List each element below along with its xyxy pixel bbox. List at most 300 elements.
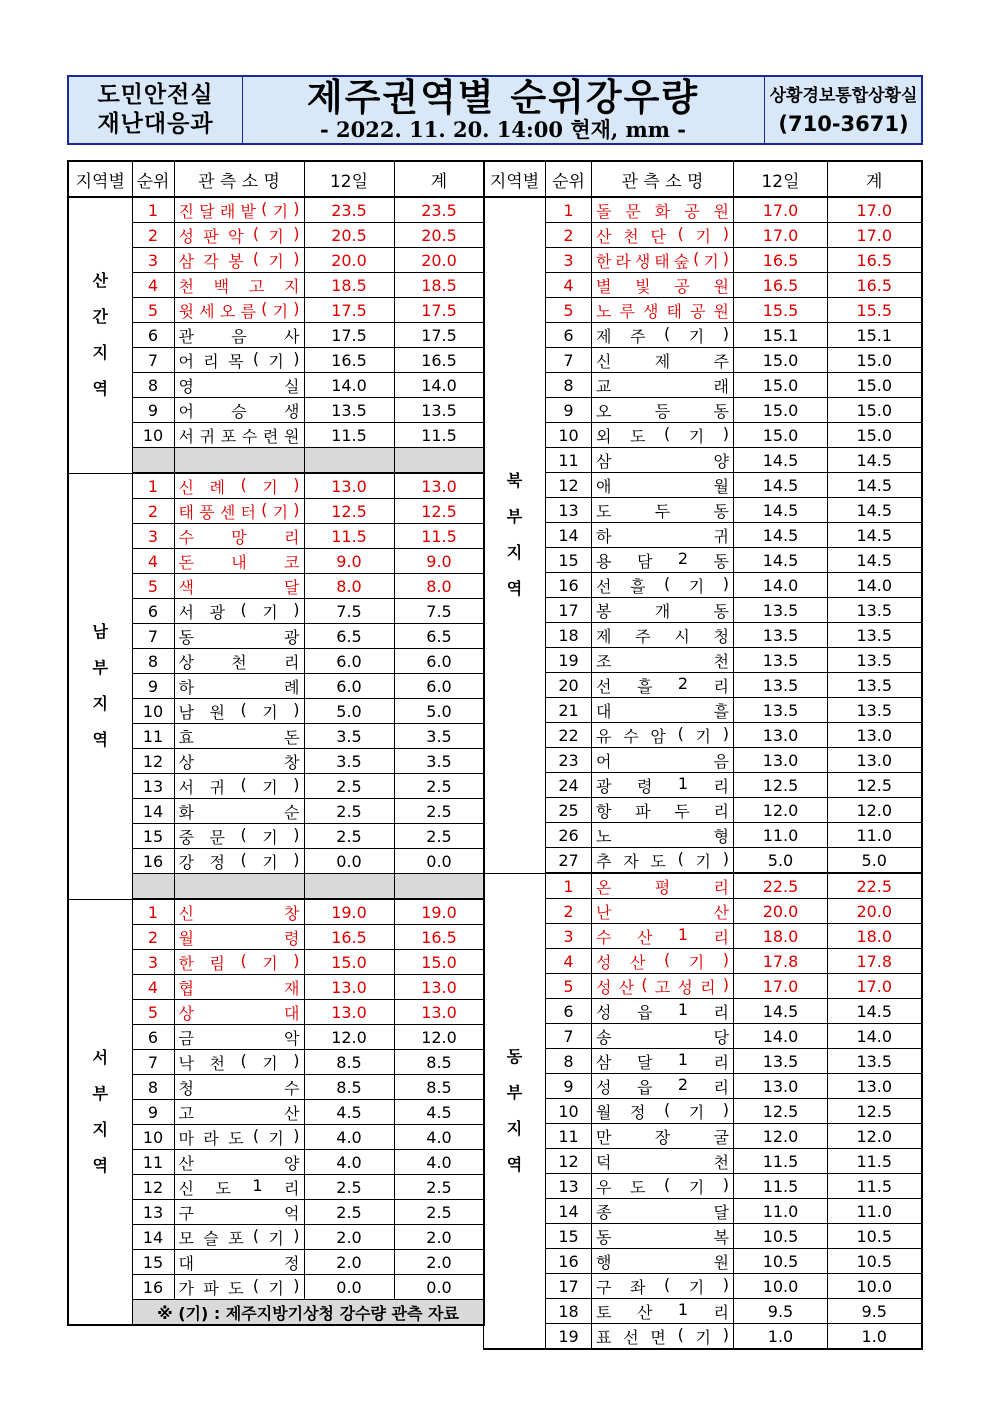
total-rainfall: 15.0 xyxy=(828,398,922,423)
station-name xyxy=(592,1299,734,1324)
station-name-chars: 노 형 xyxy=(596,826,729,846)
station-name xyxy=(592,648,734,673)
daily-rainfall: 13.5 xyxy=(734,598,828,623)
table-row xyxy=(484,598,922,623)
table-row xyxy=(484,248,922,273)
station-name xyxy=(592,999,734,1024)
region-char: 간 xyxy=(92,307,108,327)
column-header: 순위 xyxy=(132,161,174,197)
rank-cell: 5 xyxy=(546,974,592,999)
station-name xyxy=(592,298,734,323)
region-label xyxy=(484,197,546,873)
station-name xyxy=(592,498,734,523)
table-row xyxy=(484,1124,922,1149)
total-rainfall: 13.5 xyxy=(828,698,922,723)
header-row xyxy=(484,161,922,197)
station-name-chars: 성 산 ( 기 ) xyxy=(596,949,729,972)
rank-cell: 9 xyxy=(132,1100,174,1125)
station-name-chars: 난 산 xyxy=(596,902,729,922)
rank-cell: 8 xyxy=(546,373,592,398)
total-rainfall: 9.0 xyxy=(394,549,484,574)
rank-cell: 8 xyxy=(546,1049,592,1074)
table-row xyxy=(484,698,922,723)
station-name xyxy=(174,549,304,574)
rank-cell: 1 xyxy=(546,197,592,223)
station-name xyxy=(174,499,304,524)
daily-rainfall: 13.0 xyxy=(734,1074,828,1099)
station-name xyxy=(592,673,734,698)
rank-cell: 16 xyxy=(132,1275,174,1300)
table-row xyxy=(484,298,922,323)
total-rainfall: 11.5 xyxy=(828,1174,922,1199)
total-rainfall: 13.0 xyxy=(394,473,484,499)
rank-cell: 18 xyxy=(546,1299,592,1324)
table-row xyxy=(484,748,922,773)
rank-cell: 15 xyxy=(546,548,592,573)
total-rainfall: 14.0 xyxy=(828,1024,922,1049)
station-name-chars: 서 귀 포 수 련 원 xyxy=(178,426,300,446)
total-rainfall: 9.5 xyxy=(828,1299,922,1324)
station-name xyxy=(592,748,734,773)
station-name-chars: 도 두 동 xyxy=(596,501,729,521)
rank-cell: 9 xyxy=(132,398,174,423)
table-row xyxy=(484,899,922,924)
rank-cell: 11 xyxy=(546,1124,592,1149)
region-char: 지 xyxy=(92,343,108,363)
station-name xyxy=(174,749,304,774)
rank-cell: 21 xyxy=(546,698,592,723)
daily-rainfall: 14.0 xyxy=(304,373,394,398)
total-rainfall: 5.0 xyxy=(828,848,922,874)
total-rainfall: 2.0 xyxy=(394,1225,484,1250)
daily-rainfall: 2.5 xyxy=(304,824,394,849)
station-name xyxy=(174,298,304,323)
station-name-chars: 어 승 생 xyxy=(178,401,300,421)
total-rainfall: 10.5 xyxy=(828,1224,922,1249)
total-rainfall: 11.5 xyxy=(394,524,484,549)
total-rainfall: 22.5 xyxy=(828,873,922,899)
column-header: 12일 xyxy=(734,161,828,197)
daily-rainfall: 4.0 xyxy=(304,1150,394,1175)
station-name-chars: 조 천 xyxy=(596,651,729,671)
total-rainfall: 4.0 xyxy=(394,1150,484,1175)
station-name xyxy=(174,248,304,273)
table-row xyxy=(484,1049,922,1074)
rank-cell: 5 xyxy=(132,574,174,599)
daily-rainfall: 2.5 xyxy=(304,774,394,799)
rank-cell: 19 xyxy=(546,1324,592,1350)
total-rainfall: 8.5 xyxy=(394,1075,484,1100)
table-row xyxy=(484,1074,922,1099)
station-name-chars: 오 등 동 xyxy=(596,401,729,421)
total-rainfall: 11.0 xyxy=(828,823,922,848)
daily-rainfall: 13.0 xyxy=(304,975,394,1000)
station-name xyxy=(174,1025,304,1050)
station-name xyxy=(592,1149,734,1174)
table-row xyxy=(484,473,922,498)
region-char: 지 xyxy=(92,694,108,713)
station-name-chars: 상 대 xyxy=(178,1003,300,1023)
rank-cell: 13 xyxy=(132,774,174,799)
rank-cell: 10 xyxy=(132,423,174,448)
station-name xyxy=(592,723,734,748)
region-char: 역 xyxy=(506,1154,523,1174)
station-name xyxy=(592,1324,734,1350)
station-name-chars: 돈 내 코 xyxy=(178,552,300,572)
total-rainfall: 17.0 xyxy=(828,223,922,248)
rank-cell: 16 xyxy=(546,1249,592,1274)
station-name-chars: 성 읍 2 리 xyxy=(596,1074,729,1097)
station-name-chars: 월 령 xyxy=(178,928,300,948)
rank-cell: 27 xyxy=(546,848,592,874)
rank-cell: 7 xyxy=(132,348,174,373)
station-name xyxy=(174,273,304,298)
daily-rainfall: 17.0 xyxy=(734,223,828,248)
station-name-chars: 추 자 도 ( 기 ) xyxy=(596,848,729,871)
blank-cell xyxy=(394,874,484,900)
station-name xyxy=(592,548,734,573)
total-rainfall: 2.5 xyxy=(394,1175,484,1200)
station-name xyxy=(174,1250,304,1275)
station-name xyxy=(174,197,304,223)
daily-rainfall: 16.5 xyxy=(734,248,828,273)
station-name xyxy=(592,1174,734,1199)
table-row xyxy=(484,1249,922,1274)
rank-cell: 4 xyxy=(132,273,174,298)
daily-rainfall: 2.5 xyxy=(304,1200,394,1225)
rank-cell: 4 xyxy=(132,549,174,574)
column-header: 계 xyxy=(394,161,484,197)
total-rainfall: 2.5 xyxy=(394,774,484,799)
station-name-chars: 진 달 래 밭 ( 기 ) xyxy=(178,198,300,221)
table-row xyxy=(484,723,922,748)
region-char: 서 xyxy=(92,1047,108,1067)
rank-cell: 12 xyxy=(546,1149,592,1174)
station-name-chars: 효 돈 xyxy=(178,727,300,747)
station-name xyxy=(592,473,734,498)
daily-rainfall: 16.5 xyxy=(304,348,394,373)
rank-cell: 6 xyxy=(132,1025,174,1050)
station-name-chars: 표 선 면 ( 기 ) xyxy=(596,1324,729,1347)
table-row xyxy=(484,197,922,223)
station-name-chars: 선 흘 2 리 xyxy=(596,673,729,696)
station-name xyxy=(592,1024,734,1049)
station-name xyxy=(592,1224,734,1249)
total-rainfall: 14.0 xyxy=(828,573,922,598)
table-row xyxy=(484,798,922,823)
total-rainfall: 0.0 xyxy=(394,1275,484,1300)
station-name-chars: 성 읍 1 리 xyxy=(596,999,729,1022)
daily-rainfall: 12.5 xyxy=(734,1099,828,1124)
total-rainfall: 13.0 xyxy=(828,748,922,773)
station-name-chars: 낙 천 ( 기 ) xyxy=(178,1050,300,1073)
table-row xyxy=(484,924,922,949)
daily-rainfall: 14.5 xyxy=(734,498,828,523)
total-rainfall: 14.5 xyxy=(828,999,922,1024)
total-rainfall: 13.5 xyxy=(394,398,484,423)
table-row xyxy=(484,623,922,648)
table-row xyxy=(68,899,484,925)
table-row xyxy=(484,1299,922,1324)
station-name-chars: 한 림 ( 기 ) xyxy=(178,950,300,973)
daily-rainfall: 5.0 xyxy=(734,848,828,874)
daily-rainfall: 4.0 xyxy=(304,1125,394,1150)
station-name-chars: 선 흘 ( 기 ) xyxy=(596,573,729,596)
total-rainfall: 16.5 xyxy=(394,348,484,373)
daily-rainfall: 15.0 xyxy=(734,373,828,398)
station-name-chars: 수 망 리 xyxy=(178,527,300,547)
daily-rainfall: 18.5 xyxy=(304,273,394,298)
daily-rainfall: 20.5 xyxy=(304,223,394,248)
table-row xyxy=(484,1149,922,1174)
report-subtitle: - 2022. 11. 20. 14:00 현재, mm - xyxy=(320,117,686,142)
daily-rainfall: 12.0 xyxy=(734,798,828,823)
total-rainfall: 14.5 xyxy=(828,473,922,498)
total-rainfall: 14.5 xyxy=(828,523,922,548)
station-name-chars: 금 악 xyxy=(178,1028,300,1048)
station-name-chars: 온 평 리 xyxy=(596,877,729,897)
station-name xyxy=(174,975,304,1000)
station-name xyxy=(174,524,304,549)
station-name xyxy=(592,798,734,823)
daily-rainfall: 15.0 xyxy=(734,348,828,373)
station-name xyxy=(174,1225,304,1250)
rank-cell: 11 xyxy=(132,724,174,749)
total-rainfall: 17.0 xyxy=(828,974,922,999)
total-rainfall: 14.5 xyxy=(828,448,922,473)
daily-rainfall: 23.5 xyxy=(304,197,394,223)
table-row xyxy=(484,648,922,673)
station-name xyxy=(592,197,734,223)
column-header: 지역별 xyxy=(484,161,546,197)
column-header: 계 xyxy=(828,161,922,197)
rank-cell: 5 xyxy=(546,298,592,323)
station-name xyxy=(174,574,304,599)
rainfall-table-right xyxy=(483,160,923,1350)
rank-cell: 5 xyxy=(132,298,174,323)
rank-cell: 2 xyxy=(132,223,174,248)
blank-cell xyxy=(394,448,484,474)
rank-cell: 8 xyxy=(132,1075,174,1100)
daily-rainfall: 17.0 xyxy=(734,974,828,999)
station-name-chars: 마 라 도 ( 기 ) xyxy=(178,1125,300,1148)
total-rainfall: 13.0 xyxy=(394,975,484,1000)
station-name xyxy=(174,1000,304,1025)
station-name-chars: 성 판 악 ( 기 ) xyxy=(178,223,300,246)
station-name-chars: 하 귀 xyxy=(596,526,729,546)
daily-rainfall: 5.0 xyxy=(304,699,394,724)
total-rainfall: 13.5 xyxy=(828,598,922,623)
rank-cell: 10 xyxy=(132,699,174,724)
station-name-chars: 서 귀 ( 기 ) xyxy=(178,774,300,797)
total-rainfall: 12.0 xyxy=(828,1124,922,1149)
total-rainfall: 15.0 xyxy=(828,373,922,398)
station-name xyxy=(174,899,304,925)
column-header: 12일 xyxy=(304,161,394,197)
region-char: 부 xyxy=(92,658,108,677)
region-char: 역 xyxy=(92,730,108,749)
table-row xyxy=(484,1274,922,1299)
station-name-chars: 대 흘 xyxy=(596,701,729,721)
station-name-chars: 종 달 xyxy=(596,1202,729,1222)
rank-cell: 2 xyxy=(132,925,174,950)
total-rainfall: 11.0 xyxy=(828,1199,922,1224)
rank-cell: 13 xyxy=(546,498,592,523)
table-row xyxy=(484,773,922,798)
daily-rainfall: 16.5 xyxy=(734,273,828,298)
station-name-chars: 애 월 xyxy=(596,476,729,496)
rank-cell: 14 xyxy=(132,1225,174,1250)
station-name-chars: 송 당 xyxy=(596,1027,729,1047)
total-rainfall: 3.5 xyxy=(394,724,484,749)
rank-cell: 24 xyxy=(546,773,592,798)
total-rainfall: 16.5 xyxy=(828,248,922,273)
rank-cell: 6 xyxy=(132,323,174,348)
table-row xyxy=(484,1174,922,1199)
rank-cell: 7 xyxy=(546,348,592,373)
total-rainfall: 17.8 xyxy=(828,949,922,974)
daily-rainfall: 11.0 xyxy=(734,1199,828,1224)
daily-rainfall: 17.5 xyxy=(304,298,394,323)
total-rainfall: 12.5 xyxy=(394,499,484,524)
station-name-chars: 화 순 xyxy=(178,802,300,822)
station-name xyxy=(174,348,304,373)
column-header: 관 측 소 명 xyxy=(592,161,734,197)
daily-rainfall: 6.5 xyxy=(304,624,394,649)
region-label xyxy=(68,899,132,1325)
daily-rainfall: 14.5 xyxy=(734,523,828,548)
station-name-chars: 봉 개 동 xyxy=(596,601,729,621)
station-name-chars: 교 래 xyxy=(596,376,729,396)
station-name-chars: 구 억 xyxy=(178,1203,300,1223)
rank-cell: 7 xyxy=(132,1050,174,1075)
station-name xyxy=(174,649,304,674)
station-name xyxy=(174,473,304,499)
table-row xyxy=(484,223,922,248)
station-name-chars: 토 산 1 리 xyxy=(596,1299,729,1322)
rank-cell: 17 xyxy=(546,1274,592,1299)
station-name-chars: 천 백 고 지 xyxy=(178,276,300,296)
station-name xyxy=(592,848,734,874)
rank-cell: 15 xyxy=(132,1250,174,1275)
daily-rainfall: 13.0 xyxy=(734,723,828,748)
blank-cell xyxy=(174,874,304,900)
table-row xyxy=(484,949,922,974)
daily-rainfall: 18.0 xyxy=(734,924,828,949)
station-name xyxy=(174,624,304,649)
rank-cell: 3 xyxy=(132,524,174,549)
daily-rainfall: 19.0 xyxy=(304,899,394,925)
station-name xyxy=(174,223,304,248)
station-name xyxy=(592,573,734,598)
daily-rainfall: 1.0 xyxy=(734,1324,828,1350)
station-name xyxy=(592,623,734,648)
total-rainfall: 12.0 xyxy=(828,798,922,823)
rank-cell: 19 xyxy=(546,648,592,673)
station-name-chars: 서 광 ( 기 ) xyxy=(178,599,300,622)
station-name xyxy=(592,1099,734,1124)
station-name xyxy=(174,824,304,849)
rank-cell: 22 xyxy=(546,723,592,748)
daily-rainfall: 8.5 xyxy=(304,1075,394,1100)
station-name xyxy=(592,1124,734,1149)
table-row xyxy=(484,1224,922,1249)
total-rainfall: 23.5 xyxy=(394,197,484,223)
station-name-chars: 하 례 xyxy=(178,677,300,697)
station-name xyxy=(592,398,734,423)
rank-cell: 13 xyxy=(132,1200,174,1225)
station-name xyxy=(592,373,734,398)
office-phone: (710-3671) xyxy=(778,112,909,136)
total-rainfall: 7.5 xyxy=(394,599,484,624)
total-rainfall: 20.0 xyxy=(394,248,484,273)
station-name-chars: 동 복 xyxy=(596,1227,729,1247)
station-name xyxy=(592,823,734,848)
rank-cell: 8 xyxy=(132,649,174,674)
table-row xyxy=(484,323,922,348)
daily-rainfall: 13.5 xyxy=(734,623,828,648)
total-rainfall: 13.0 xyxy=(828,723,922,748)
total-rainfall: 18.5 xyxy=(394,273,484,298)
region-char: 지 xyxy=(506,543,523,563)
station-name xyxy=(592,1199,734,1224)
footnote: ※ (기) : 제주지방기상청 강수량 관측 자료 xyxy=(132,1300,484,1326)
station-name-chars: 색 달 xyxy=(178,577,300,597)
station-name xyxy=(592,273,734,298)
table-row xyxy=(484,1324,922,1350)
daily-rainfall: 14.5 xyxy=(734,999,828,1024)
station-name xyxy=(174,724,304,749)
station-name-chars: 삼 각 봉 ( 기 ) xyxy=(178,248,300,271)
station-name xyxy=(174,398,304,423)
table-row xyxy=(484,1024,922,1049)
daily-rainfall: 4.5 xyxy=(304,1100,394,1125)
total-rainfall: 17.5 xyxy=(394,298,484,323)
daily-rainfall: 15.1 xyxy=(734,323,828,348)
station-name-chars: 관 음 사 xyxy=(178,326,300,346)
daily-rainfall: 15.0 xyxy=(734,398,828,423)
rank-cell: 10 xyxy=(546,1099,592,1124)
station-name xyxy=(592,323,734,348)
table-row xyxy=(484,873,922,899)
total-rainfall: 13.0 xyxy=(394,1000,484,1025)
station-name-chars: 노 루 생 태 공 원 xyxy=(596,301,729,321)
table-row xyxy=(484,1099,922,1124)
station-name-chars: 삼 달 1 리 xyxy=(596,1049,729,1072)
rank-cell: 3 xyxy=(132,248,174,273)
station-name xyxy=(174,1075,304,1100)
rank-cell: 26 xyxy=(546,823,592,848)
total-rainfall: 2.5 xyxy=(394,799,484,824)
daily-rainfall: 15.0 xyxy=(304,950,394,975)
station-name xyxy=(592,523,734,548)
region-char: 북 xyxy=(506,471,523,491)
table-row xyxy=(484,423,922,448)
rank-cell: 1 xyxy=(132,473,174,499)
station-name-chars: 신 도 1 리 xyxy=(178,1175,300,1198)
daily-rainfall: 9.5 xyxy=(734,1299,828,1324)
rank-cell: 20 xyxy=(546,673,592,698)
daily-rainfall: 13.0 xyxy=(734,748,828,773)
table-row xyxy=(484,398,922,423)
rank-cell: 3 xyxy=(546,248,592,273)
station-name xyxy=(592,1049,734,1074)
column-header: 관 측 소 명 xyxy=(174,161,304,197)
daily-rainfall: 6.0 xyxy=(304,674,394,699)
rank-cell: 2 xyxy=(546,223,592,248)
station-name-chars: 태 풍 센 터 ( 기 ) xyxy=(178,499,300,522)
daily-rainfall: 13.5 xyxy=(734,673,828,698)
